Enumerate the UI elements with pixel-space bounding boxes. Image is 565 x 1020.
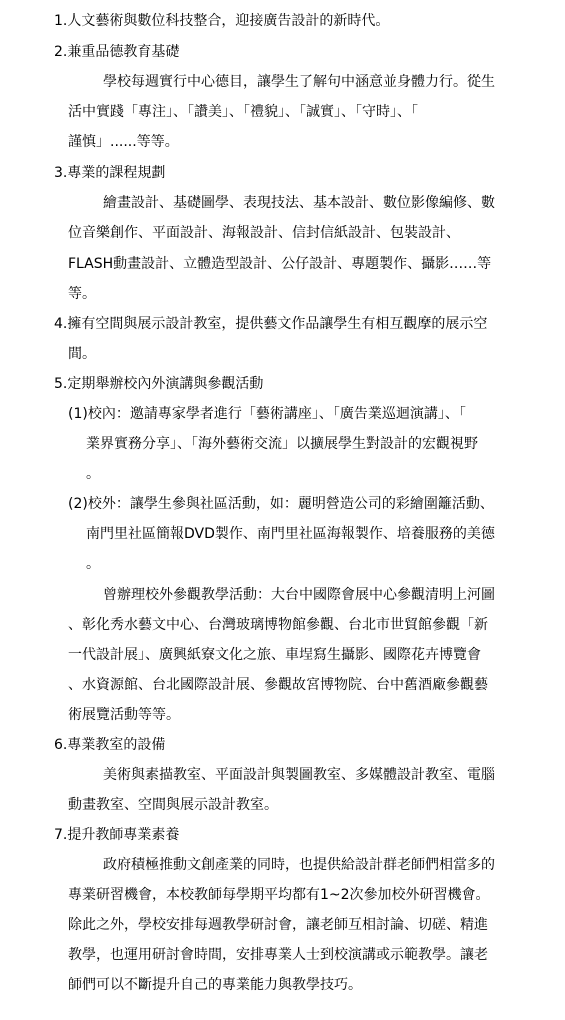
paragraph-line: 、水資源館、台北國際設計展、參觀故宮博物院、台中舊酒廠參觀藝 [68,677,488,693]
paragraph-line: 等。 [68,286,96,302]
paragraph-line: FLASH動畫設計、立體造型設計、公仔設計、專題製作、攝影……等 [68,256,492,272]
paragraph-line: 專業研習機會，本校教師每學期平均都有1~2次參加校外研習機會。 [68,887,490,903]
paragraph-line: 謹慎」......等等。 [68,134,179,150]
list-item: (2)校外：讓學生參與社區活動，如：麗明營造公司的彩繪圍籬活動、 [68,496,494,512]
paragraph-line: 美術與素描教室、平面設計與製圖教室、多媒體設計教室、電腦 [103,767,495,783]
paragraph-line: 位音樂創作、平面設計、海報設計、信封信紙設計、包裝設計、 [68,225,460,241]
paragraph-line: 繪畫設計、基礎圖學、表現技法、基本設計、數位影像編修、數 [103,195,495,211]
section-heading: 5.定期舉辦校內外演講與參觀活動 [54,376,264,392]
section-heading: 7.提升教師專業素養 [54,827,180,843]
paragraph-line: 師們可以不斷提升自己的專業能力與教學技巧。 [68,977,362,993]
section-heading: 4.擁有空間與展示設計教室，提供藝文作品讓學生有相互觀摩的展示空 [54,316,488,332]
paragraph-line: 活中實踐「專注」、「讚美」、「禮貌」、「誠實」、「守時」、「 [68,104,418,120]
paragraph-line: 、彰化秀水藝文中心、台灣玻璃博物館參觀、台北市世貿館參觀「新 [68,617,488,633]
list-item-line: 。 [86,556,100,572]
section-heading: 1.人文藝術與數位科技整合，迎接廣告設計的新時代。 [54,13,390,29]
list-item-line: 業界實務分享」、「海外藝術交流」以擴展學生對設計的宏觀視野 [86,436,478,452]
paragraph-line: 教學，也運用研討會時間，安排專業人士到校演講或示範教學。讓老 [68,947,488,963]
paragraph-line: 政府積極推動文創產業的同時，也提供給設計群老師們相當多的 [103,857,495,873]
list-item-line: 南門里社區簡報DVD製作、南門里社區海報製作、培養服務的美德 [86,526,495,542]
section-heading: 3.專業的課程規劃 [54,165,166,181]
paragraph-line: 曾辦理校外參觀教學活動：大台中國際會展中心參觀清明上河圖 [103,587,495,603]
section-heading: 6.專業教室的設備 [54,737,166,753]
paragraph-line: 除此之外，學校安排每週教學研討會，讓老師互相討論、切磋、精進 [68,917,488,933]
list-item-line: 。 [86,466,100,482]
paragraph-line: 一代設計展」、廣興紙寮文化之旅、車埕寫生攝影、國際花卉博覽會 [68,647,481,663]
list-item: (1)校內：邀請專家學者進行「藝術講座」、「廣告業巡迴演講」、「 [68,406,466,422]
paragraph-line: 學校每週實行中心德目，讓學生了解句中涵意並身體力行。從生 [103,74,495,90]
paragraph-line: 動畫教室、空間與展示設計教室。 [68,797,278,813]
section-heading: 2.兼重品德教育基礎 [54,44,180,60]
paragraph-line: 間。 [68,346,96,362]
paragraph-line: 術展覽活動等等。 [68,707,180,723]
